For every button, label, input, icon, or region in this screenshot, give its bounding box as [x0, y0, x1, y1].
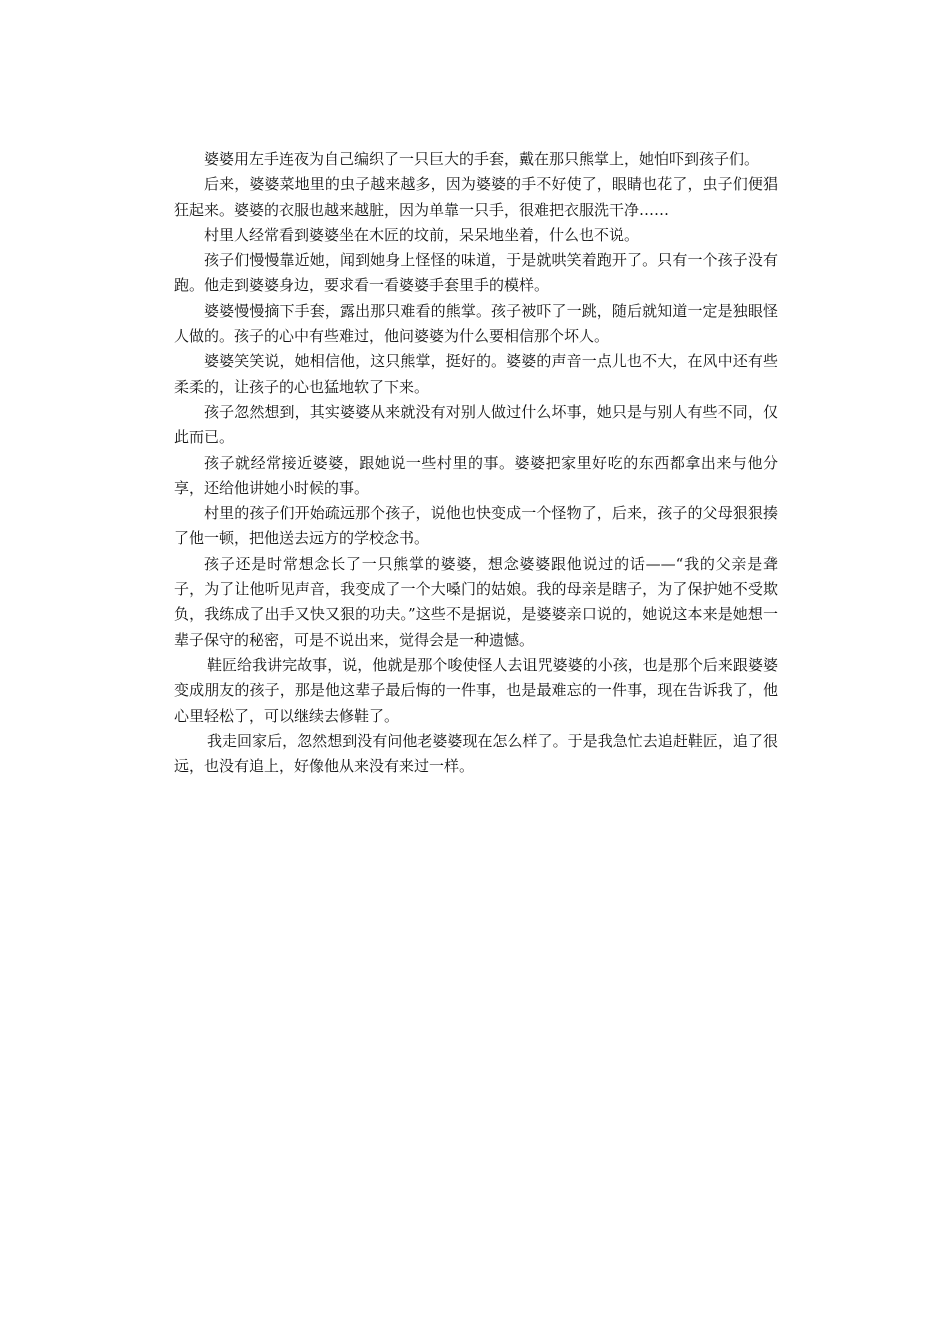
story-text — [174, 147, 778, 779]
paragraph: 孩子就经常接近婆婆，跟她说一些村里的事。婆婆把家里好吃的东西都拿出来与他分享，还给他讲她小时候的事。 — [174, 453, 778, 497]
paragraph: 孩子忽然想到，其实婆婆从来就没有对别人做过什么坏事，她只是与别人有些不同，仅此而已。 — [174, 402, 778, 447]
paragraph: 村里人经常看到婆婆坐在木匠的坟前，呆呆地坐着，什么也不说。 — [204, 225, 640, 244]
paragraph: 后来，婆婆菜地里的虫子越来越多，因为婆婆的手不好使了，眼睛也花了，虫子们便猖狂起来。婆婆的衣服也越来越脏，因为单靠一只手，很难把衣服洗干净…… — [174, 175, 778, 219]
paragraph: 鞋匠给我讲完故事，说，他就是那个唆使怪人去诅咒婆婆的小孩，也是那个后来跟婆婆变成朋友的孩子，那是他这辈子最后悔的一件事，也是最难忘的一件事，现在告诉我了，他心里轻松了，可以继续去修鞋了。 — [174, 655, 778, 725]
paragraph: 婆婆用左手连夜为自己编织了一只巨大的手套，戴在那只熊掌上，她怕吓到孩子们。 — [204, 150, 760, 168]
paragraph: 婆婆笑笑说，她相信他，这只熊掌，挺好的。婆婆的声音一点儿也不大，在风中还有些柔柔的，让孩子的心也猛地软了下来。 — [174, 352, 778, 396]
paragraph: 婆婆慢慢摘下手套，露出那只难看的熊掌。孩子被吓了一跳，随后就知道一定是独眼怪人做的。孩子的心中有些难过，他问婆婆为什么要相信那个坏人。 — [174, 301, 778, 346]
paragraph: 村里的孩子们开始疏远那个孩子，说他也快变成一个怪物了，后来，孩子的父母狠狠揍了他一顿，把他送去远方的学校念书。 — [174, 504, 778, 548]
paragraph: 我走回家后，忽然想到没有问他老婆婆现在怎么样了。于是我急忙去追赶鞋匠，追了很远，也没有追上，好像他从来没有来过一样。 — [174, 731, 778, 776]
paragraph: 孩子还是时常想念长了一只熊掌的婆婆，想念婆婆跟他说过的话——“我的父亲是聋子，为了让他听见声音，我变成了一个大嗓门的姑娘。我的母亲是瞎子，为了保护她不受欺负，我练成了出手又快又狠的功夫。”这些不是据说，是婆婆亲口说的，她说这本来是她想一辈子保守的秘密，可是不说出来，觉得会是一种遗憾。 — [174, 554, 778, 649]
paragraph: 孩子们慢慢靠近她，闻到她身上怪怪的味道，于是就哄笑着跑开了。只有一个孩子没有跑。他走到婆婆身边，要求看一看婆婆手套里手的模样。 — [174, 251, 778, 295]
